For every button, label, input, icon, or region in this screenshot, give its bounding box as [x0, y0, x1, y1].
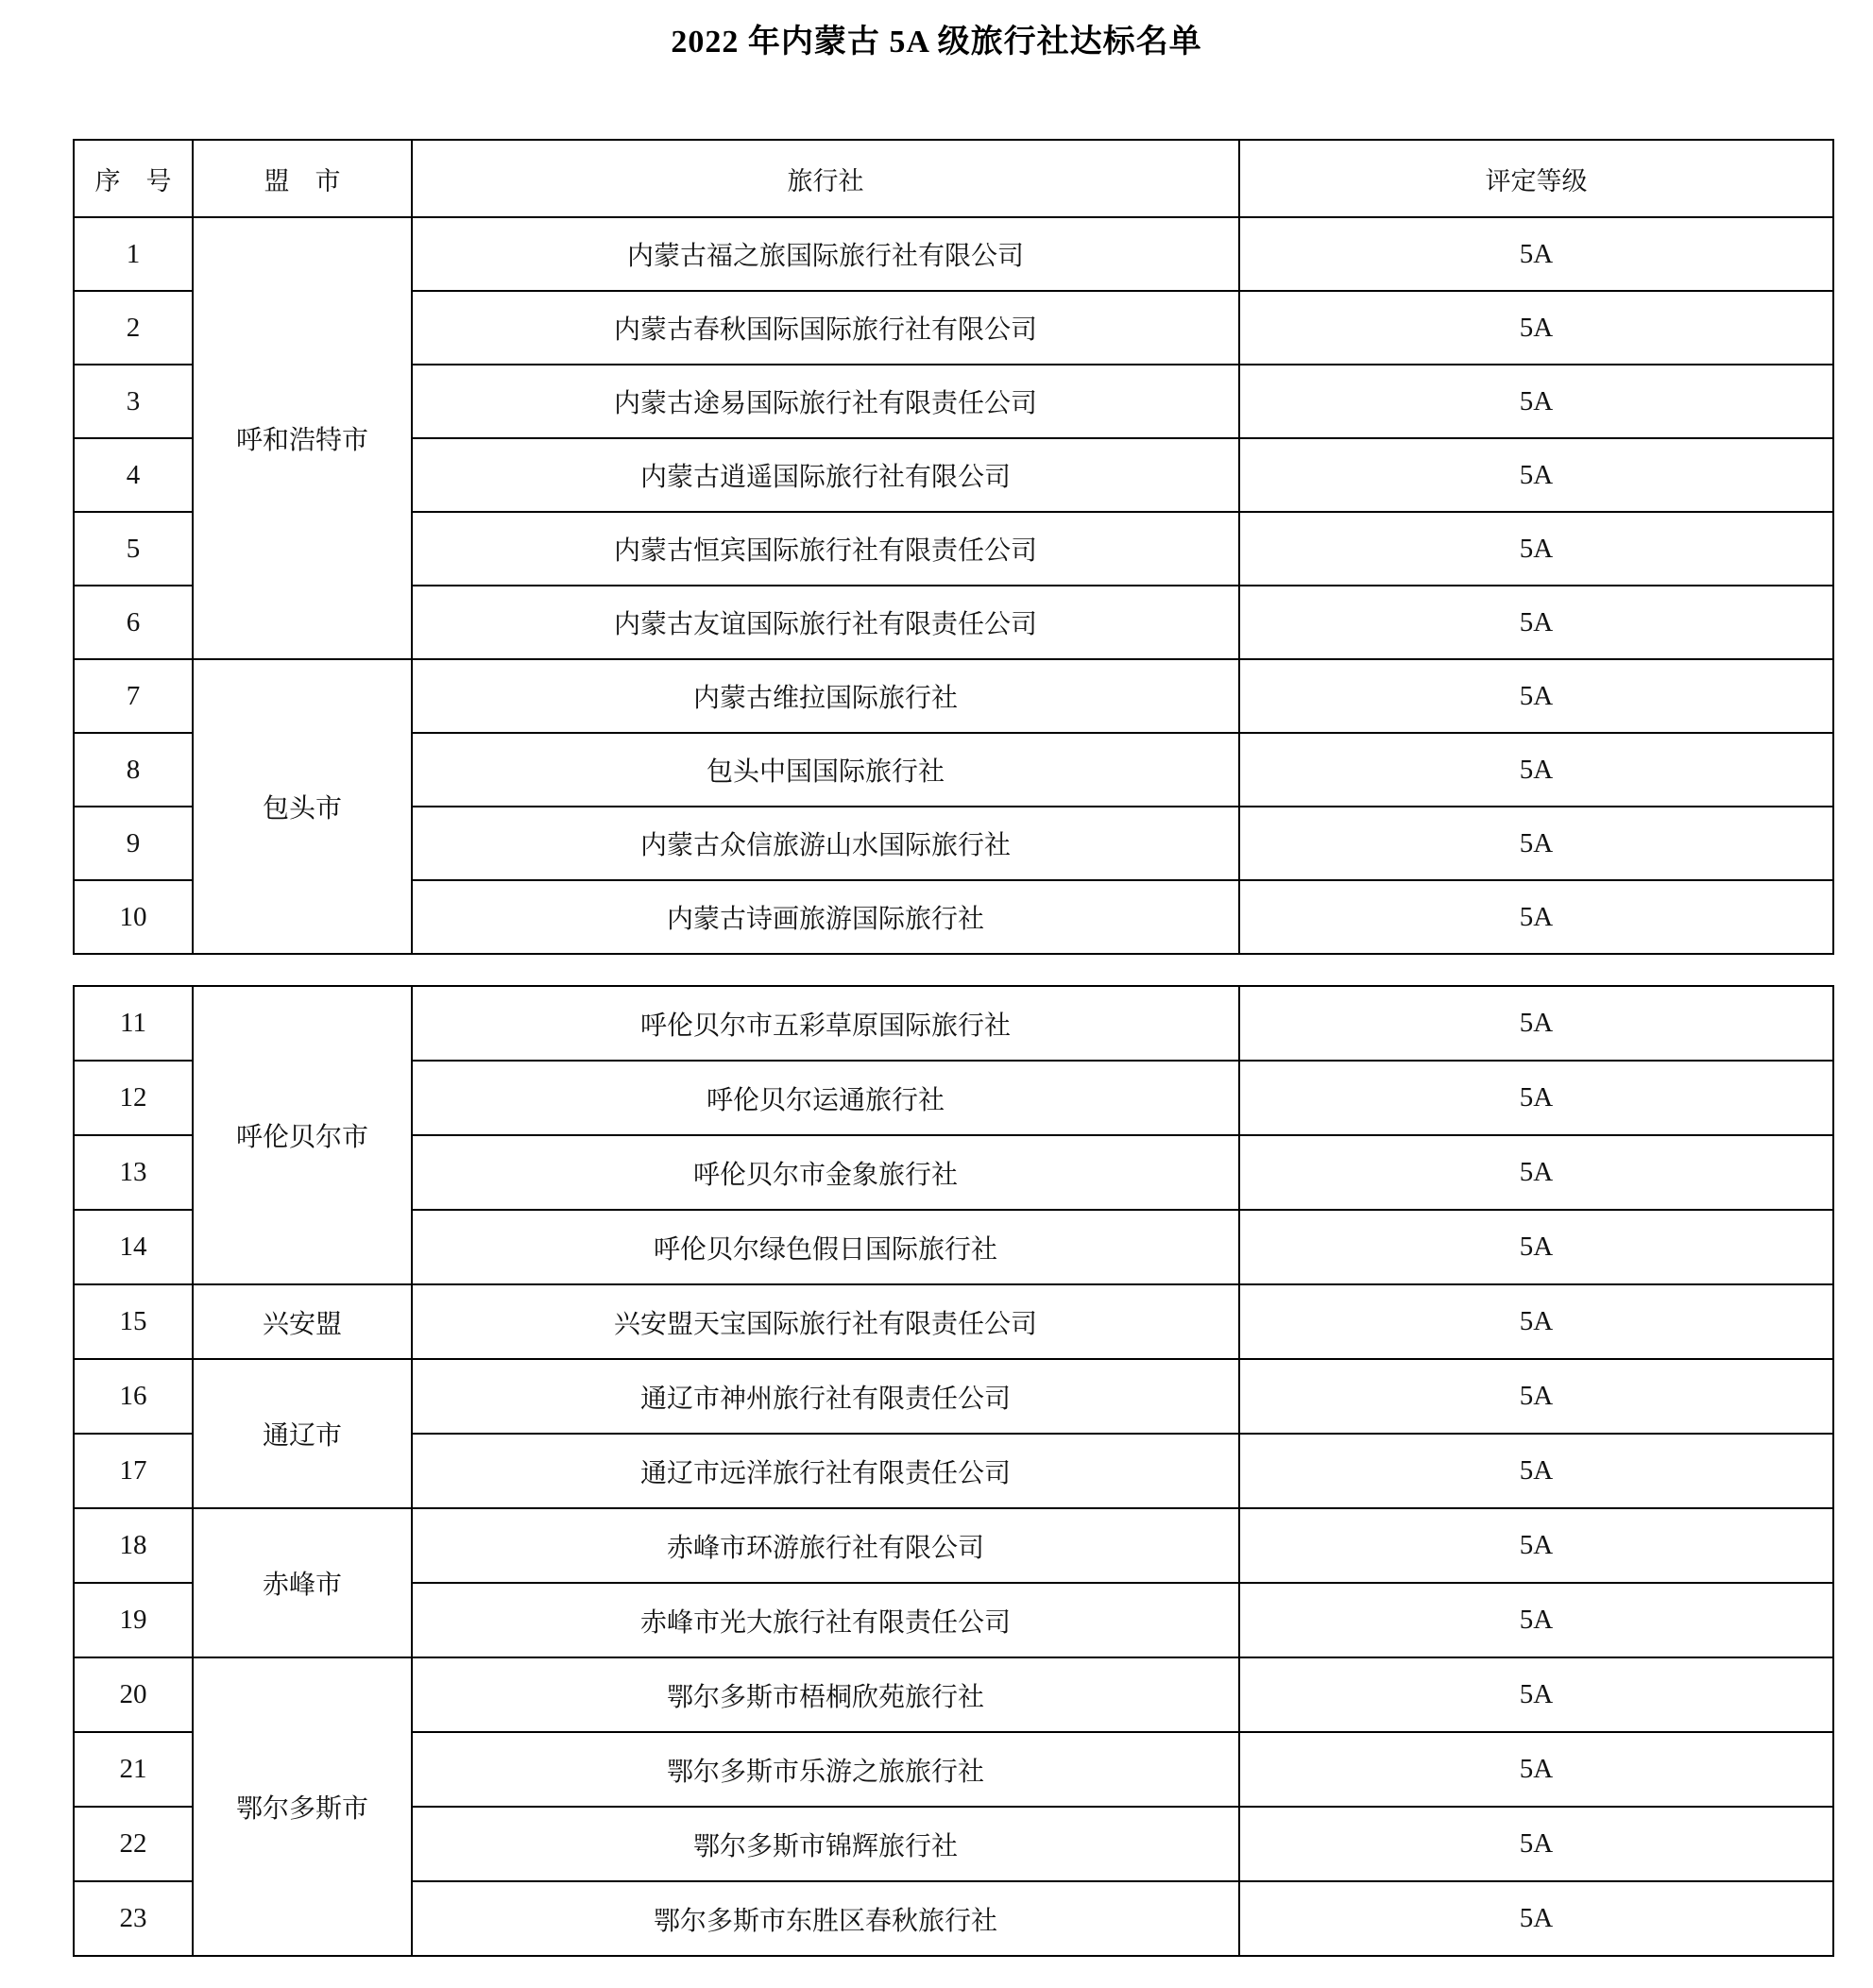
- page-title: 2022 年内蒙古 5A 级旅行社达标名单: [671, 25, 1202, 59]
- row-number: 19: [74, 1583, 193, 1657]
- agency-cell: 内蒙古友谊国际旅行社有限责任公司: [412, 586, 1239, 659]
- row-number: 20: [74, 1657, 193, 1732]
- header-city: 盟 市: [193, 140, 412, 217]
- header-grade: 评定等级: [1239, 140, 1833, 217]
- grade-cell: 5A: [1239, 1807, 1833, 1881]
- row-number: 23: [74, 1881, 193, 1956]
- table-row: [74, 217, 1833, 291]
- grade-cell: 5A: [1239, 365, 1833, 438]
- grade-cell: 5A: [1239, 586, 1833, 659]
- agency-cell: 呼伦贝尔绿色假日国际旅行社: [412, 1210, 1239, 1284]
- row-number: 14: [74, 1210, 193, 1284]
- grade-cell: 5A: [1239, 1508, 1833, 1583]
- agency-cell: 内蒙古春秋国际国际旅行社有限公司: [412, 291, 1239, 365]
- row-number: 17: [74, 1434, 193, 1508]
- grade-cell: 5A: [1239, 512, 1833, 586]
- grade-cell: 5A: [1239, 1061, 1833, 1135]
- grade-cell: 5A: [1239, 438, 1833, 512]
- agency-cell: 内蒙古途易国际旅行社有限责任公司: [412, 365, 1239, 438]
- agency-cell: 鄂尔多斯市乐游之旅旅行社: [412, 1732, 1239, 1807]
- header-row: [74, 140, 1833, 217]
- table-row: [74, 1508, 1833, 1583]
- city-cell: 赤峰市: [193, 1508, 412, 1657]
- agency-cell: 鄂尔多斯市锦辉旅行社: [412, 1807, 1239, 1881]
- city-cell: 呼伦贝尔市: [193, 986, 412, 1284]
- agency-cell: 内蒙古维拉国际旅行社: [412, 659, 1239, 733]
- row-number: 2: [74, 291, 193, 365]
- agency-table-2: [73, 985, 1834, 1957]
- row-number: 5: [74, 512, 193, 586]
- row-number: 21: [74, 1732, 193, 1807]
- agency-cell: 通辽市远洋旅行社有限责任公司: [412, 1434, 1239, 1508]
- agency-cell: 鄂尔多斯市东胜区春秋旅行社: [412, 1881, 1239, 1956]
- row-number: 22: [74, 1807, 193, 1881]
- row-number: 1: [74, 217, 193, 291]
- grade-cell: 5A: [1239, 1732, 1833, 1807]
- city-cell: 包头市: [193, 659, 412, 954]
- row-number: 15: [74, 1284, 193, 1359]
- header-agency: 旅行社: [412, 140, 1239, 217]
- table-row: [74, 1359, 1833, 1434]
- row-number: 4: [74, 438, 193, 512]
- table-row: [74, 986, 1833, 1061]
- row-number: 18: [74, 1508, 193, 1583]
- agency-cell: 内蒙古福之旅国际旅行社有限公司: [412, 217, 1239, 291]
- grade-cell: 5A: [1239, 1881, 1833, 1956]
- agency-cell: 呼伦贝尔市金象旅行社: [412, 1135, 1239, 1210]
- grade-cell: 5A: [1239, 291, 1833, 365]
- city-cell: 通辽市: [193, 1359, 412, 1508]
- grade-cell: 5A: [1239, 1135, 1833, 1210]
- agency-cell: 包头中国国际旅行社: [412, 733, 1239, 807]
- row-number: 16: [74, 1359, 193, 1434]
- grade-cell: 5A: [1239, 1284, 1833, 1359]
- grade-cell: 5A: [1239, 217, 1833, 291]
- city-cell: 鄂尔多斯市: [193, 1657, 412, 1956]
- grade-cell: 5A: [1239, 880, 1833, 954]
- row-number: 9: [74, 807, 193, 880]
- row-number: 11: [74, 986, 193, 1061]
- grade-cell: 5A: [1239, 1210, 1833, 1284]
- grade-cell: 5A: [1239, 986, 1833, 1061]
- grade-cell: 5A: [1239, 1359, 1833, 1434]
- row-number: 13: [74, 1135, 193, 1210]
- agency-cell: 内蒙古诗画旅游国际旅行社: [412, 880, 1239, 954]
- agency-cell: 内蒙古众信旅游山水国际旅行社: [412, 807, 1239, 880]
- agency-cell: 赤峰市环游旅行社有限公司: [412, 1508, 1239, 1583]
- grade-cell: 5A: [1239, 659, 1833, 733]
- table-row: [74, 1657, 1833, 1732]
- grade-cell: 5A: [1239, 1434, 1833, 1508]
- table-row: [74, 659, 1833, 733]
- table-row: [74, 1284, 1833, 1359]
- agency-cell: 通辽市神州旅行社有限责任公司: [412, 1359, 1239, 1434]
- grade-cell: 5A: [1239, 1657, 1833, 1732]
- agency-cell: 内蒙古逍遥国际旅行社有限公司: [412, 438, 1239, 512]
- grade-cell: 5A: [1239, 807, 1833, 880]
- city-cell: 呼和浩特市: [193, 217, 412, 659]
- header-no: 序 号: [74, 140, 193, 217]
- agency-cell: 呼伦贝尔市五彩草原国际旅行社: [412, 986, 1239, 1061]
- grade-cell: 5A: [1239, 733, 1833, 807]
- row-number: 10: [74, 880, 193, 954]
- row-number: 8: [74, 733, 193, 807]
- agency-cell: 鄂尔多斯市梧桐欣苑旅行社: [412, 1657, 1239, 1732]
- row-number: 6: [74, 586, 193, 659]
- row-number: 7: [74, 659, 193, 733]
- agency-table-1: [73, 139, 1834, 955]
- row-number: 12: [74, 1061, 193, 1135]
- agency-cell: 呼伦贝尔运通旅行社: [412, 1061, 1239, 1135]
- row-number: 3: [74, 365, 193, 438]
- agency-cell: 兴安盟天宝国际旅行社有限责任公司: [412, 1284, 1239, 1359]
- grade-cell: 5A: [1239, 1583, 1833, 1657]
- city-cell: 兴安盟: [193, 1284, 412, 1359]
- agency-cell: 赤峰市光大旅行社有限责任公司: [412, 1583, 1239, 1657]
- agency-cell: 内蒙古恒宾国际旅行社有限责任公司: [412, 512, 1239, 586]
